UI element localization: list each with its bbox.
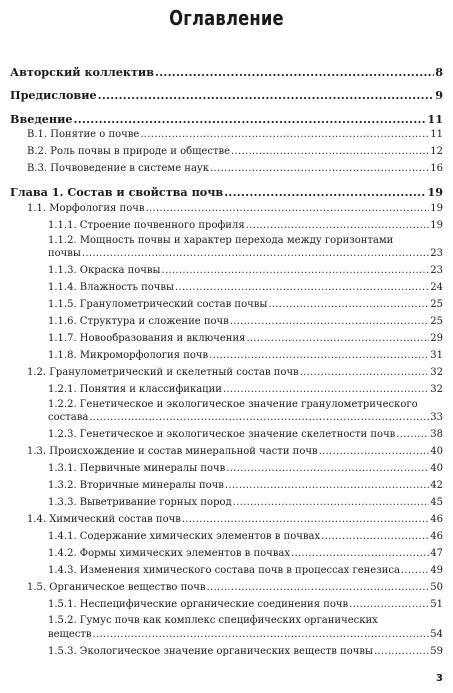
toc-entry-page: 50 <box>430 582 443 593</box>
leader-dots <box>225 480 429 491</box>
toc-entry-label: почвы <box>48 248 81 259</box>
leader-dots <box>268 299 429 310</box>
toc-entry-page: 16 <box>430 163 443 174</box>
leader-dots <box>300 367 430 378</box>
toc-entry[interactable] <box>27 163 443 174</box>
toc-entry-page: 19 <box>427 185 443 199</box>
toc-entry[interactable] <box>48 384 443 395</box>
leader-dots <box>74 112 427 126</box>
leader-dots <box>155 65 434 79</box>
toc-entry-page: 42 <box>430 480 443 491</box>
toc-entry[interactable] <box>48 497 443 508</box>
toc-entry-label: В.3. Почвоведение в системе наук <box>27 163 210 174</box>
toc-entry-label: Введение <box>10 112 73 126</box>
toc-entry-page: 40 <box>430 463 443 474</box>
toc-entry-label: 1.3.2. Вторичные минералы почв <box>48 480 224 491</box>
leader-dots <box>246 220 430 231</box>
toc-entry[interactable] <box>10 65 443 79</box>
toc-entry-page: 33 <box>430 412 443 423</box>
toc-entry-page: 47 <box>430 548 443 559</box>
toc-entry-label: 1.1. Морфология почв <box>27 203 145 214</box>
toc-entry[interactable] <box>48 480 443 491</box>
toc-entry-page: 45 <box>430 497 443 508</box>
toc-entry-label: Предисловие <box>10 88 97 102</box>
toc-entry[interactable] <box>27 367 443 378</box>
toc-entry-page: 23 <box>430 265 443 276</box>
leader-dots <box>140 129 429 140</box>
toc-entry[interactable] <box>48 599 443 610</box>
toc-entry[interactable] <box>27 146 443 157</box>
toc-entry-label: Глава 1. Состав и свойства почв <box>10 185 224 199</box>
leader-dots <box>401 565 429 576</box>
toc-entry[interactable] <box>48 299 443 310</box>
leader-dots <box>233 497 430 508</box>
toc-entry[interactable] <box>48 282 443 293</box>
toc-entry[interactable] <box>27 582 443 593</box>
toc-entry-label: 1.1.4. Влажность почвы <box>48 282 174 293</box>
leader-dots <box>230 316 429 327</box>
leader-dots <box>224 185 426 199</box>
toc-entry-label: В.1. Понятие о почве <box>27 129 140 140</box>
toc-entry-page: 25 <box>430 299 443 310</box>
toc-entry-page: 25 <box>430 316 443 327</box>
toc-entry-page: 19 <box>430 203 443 214</box>
leader-dots <box>93 629 430 640</box>
leader-dots <box>175 282 429 293</box>
toc-entry-label: 1.4. Химический состав почв <box>27 514 181 525</box>
toc-entry[interactable] <box>48 220 443 231</box>
leader-dots <box>82 248 429 259</box>
leader-dots <box>319 446 430 457</box>
toc-entry[interactable] <box>10 88 443 102</box>
toc-entry-page: 29 <box>430 333 443 344</box>
leader-dots <box>162 265 430 276</box>
toc-entry-page: 11 <box>430 129 443 140</box>
leader-dots <box>145 203 429 214</box>
toc-entry[interactable] <box>48 429 443 440</box>
toc-entry-label-line: 1.5.2. Гумус почв как комплекс специфических органических <box>48 615 378 626</box>
toc-entry-page: 54 <box>430 629 443 640</box>
toc-entry-page: 31 <box>430 350 443 361</box>
toc-entry[interactable] <box>48 463 443 474</box>
leader-dots <box>209 350 429 361</box>
toc-entry-label: 1.3.3. Выветривание горных пород <box>48 497 232 508</box>
leader-dots <box>321 531 429 542</box>
leader-dots <box>374 646 429 657</box>
toc-entry-label: 1.1.3. Окраска почвы <box>48 265 161 276</box>
toc-entry-page: 23 <box>430 248 443 259</box>
leader-dots <box>396 429 429 440</box>
toc-entry-label: 1.2.3. Генетическое и экологическое значение скелетности почв <box>48 429 396 440</box>
toc-entry-label: 1.5.3. Экологическое значение органических веществ почвы <box>48 646 373 657</box>
toc-entry-label: 1.3. Происхождение и состав минеральной части почв <box>27 446 318 457</box>
toc-entry-page: 19 <box>430 220 443 231</box>
toc-entry-label-line: 1.1.2. Мощность почвы и характер перехода между горизонтами <box>48 235 394 246</box>
toc-entry-page: 46 <box>430 531 443 542</box>
toc-entry-label: 1.1.6. Структура и сложение почв <box>48 316 229 327</box>
toc-entry[interactable] <box>48 629 443 640</box>
leader-dots <box>291 548 429 559</box>
toc-entry-label: состава <box>48 412 89 423</box>
toc-entry[interactable] <box>27 203 443 214</box>
leader-dots <box>231 146 429 157</box>
toc-entry[interactable] <box>48 316 443 327</box>
toc-entry[interactable] <box>10 185 443 199</box>
leader-dots <box>89 412 429 423</box>
toc-entry[interactable] <box>27 514 443 525</box>
leader-dots <box>246 333 429 344</box>
toc-entry[interactable] <box>27 446 443 457</box>
toc-entry-label: 1.1.8. Микроморфология почв <box>48 350 209 361</box>
leader-dots <box>207 582 430 593</box>
toc-entry-page: 59 <box>430 646 443 657</box>
toc-entry[interactable] <box>48 565 443 576</box>
toc-entry-page: 49 <box>430 565 443 576</box>
toc-entry-page: 38 <box>430 429 443 440</box>
leader-dots <box>349 599 429 610</box>
toc-entry-label: 1.1.7. Новообразования и включения <box>48 333 246 344</box>
toc-entry[interactable] <box>27 129 443 140</box>
toc-entry-label: Авторский коллектив <box>10 65 155 79</box>
leader-dots <box>226 463 429 474</box>
page-title: Оглавление <box>169 6 284 30</box>
toc-entry-label: 1.1.1. Строение почвенного профиля <box>48 220 245 231</box>
toc-entry-page: 32 <box>430 384 443 395</box>
toc-entry-label: 1.1.5. Гранулометрический состав почвы <box>48 299 268 310</box>
toc-entry-label: 1.4.3. Изменения химического состава почв в процессах генезиса <box>48 565 400 576</box>
toc-entry-page: 24 <box>430 282 443 293</box>
toc-entry[interactable] <box>48 265 443 276</box>
toc-entry[interactable] <box>48 412 443 423</box>
toc-entry[interactable] <box>48 548 443 559</box>
toc-entry-page: 51 <box>430 599 443 610</box>
toc-entry[interactable] <box>48 646 443 657</box>
toc-entry-label: 1.3.1. Первичные минералы почв <box>48 463 226 474</box>
toc-entry[interactable] <box>48 350 443 361</box>
toc-entry-page: 32 <box>430 367 443 378</box>
page-number: 3 <box>436 673 443 684</box>
toc-entry-page: 11 <box>427 112 443 126</box>
toc-entry-label: 1.4.2. Формы химических элементов в почвах <box>48 548 290 559</box>
leader-dots <box>182 514 429 525</box>
toc-entry[interactable] <box>48 531 443 542</box>
toc-entry-page: 8 <box>435 65 443 79</box>
leader-dots <box>223 384 429 395</box>
leader-dots <box>210 163 429 174</box>
toc-entry-page: 40 <box>430 446 443 457</box>
toc-entry-label: 1.4.1. Содержание химических элементов в почвах <box>48 531 321 542</box>
toc-entry-page: 46 <box>430 514 443 525</box>
toc-entry[interactable] <box>48 248 443 259</box>
toc-entry-page: 9 <box>435 88 443 102</box>
toc-entry-label: 1.2.1. Понятия и классификации <box>48 384 222 395</box>
toc-entry-label: В.2. Роль почвы в природе и обществе <box>27 146 231 157</box>
leader-dots <box>98 88 435 102</box>
toc-entry[interactable] <box>48 333 443 344</box>
toc-entry-label: 1.5.1. Неспецифические органические соединения почв <box>48 599 349 610</box>
toc-entry-label: веществ <box>48 629 92 640</box>
toc-entry-label: 1.2. Гранулометрический и скелетный состав почв <box>27 367 299 378</box>
toc-entry-label: 1.5. Органическое вещество почв <box>27 582 206 593</box>
toc-entry-page: 12 <box>430 146 443 157</box>
toc-entry[interactable] <box>10 112 443 126</box>
toc-entry-label-line: 1.2.2. Генетическое и экологическое значение гранулометрического <box>48 399 418 410</box>
